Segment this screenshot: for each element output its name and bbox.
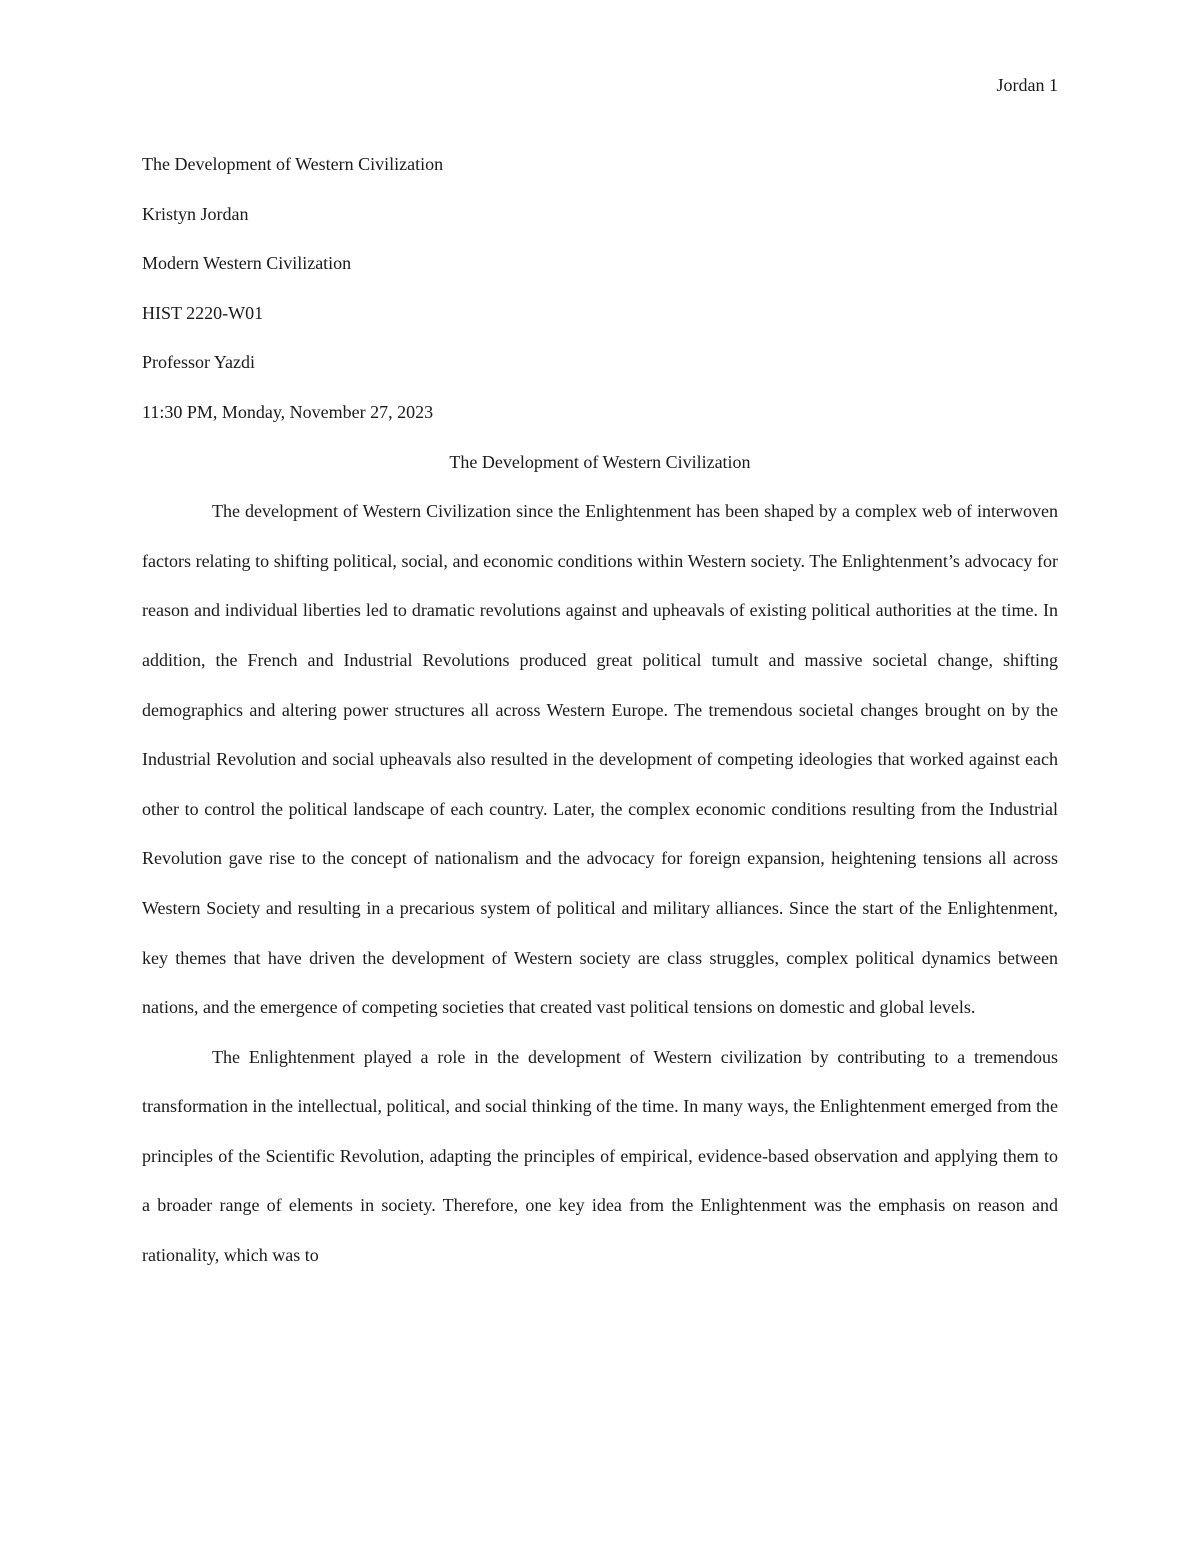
author-name: Kristyn Jordan (142, 203, 249, 224)
document-body (142, 140, 1058, 1281)
running-head: Jordan 1 (996, 75, 1058, 95)
course-name: Modern Western Civilization (142, 253, 352, 274)
essay-title-line: The Development of Western Civilization (142, 154, 444, 174)
page-title: The Development of Western Civilization (449, 451, 751, 472)
paragraph-2: The Enlightenment played a role in the development of Western civilization by contributing to a tremendous transformation in the intellectual, political, and social thinking of the time. In many ways, the Enlightenment emerged from the principles of the Scientific Revolution, adapting the principles of empirical, evidence-based observation and applying them to a broader range of elements in society. Therefore, one key idea from the Enlightenment was the emphasis on reason and rationality, which was to (142, 1046, 1058, 1266)
course-code: HIST 2220-W01 (142, 302, 264, 323)
submission-date: 11:30 PM, Monday, November 27, 2023 (142, 401, 434, 422)
professor-name: Professor Yazdi (142, 352, 256, 373)
paragraph-1: The development of Western Civilization since the Enlightenment has been shaped by a complex web of interwoven factors relating to shifting political, social, and economic conditions within Western society. The Enlightenment’s advocacy for reason and individual liberties led to dramatic revolutions against and upheavals of existing political authorities at the time. In addition, the French and Industrial Revolutions produced great political tumult and massive societal change, shifting demographics and altering power structures all across Western Europe. The tremendous societal changes brought on by the Industrial Revolution and social upheavals also resulted in the development of competing ideologies that worked against each other to control the political landscape of each country. Later, the complex economic conditions resulting from the Industrial Revolution gave rise to the concept of nationalism and the advocacy for foreign expansion, heightening tensions all across Western Society and resulting in a precarious system of political and military alliances. Since the start of the Enlightenment, key themes that have driven the development of Western society are class struggles, complex political dynamics between nations, and the emergence of competing societies that created vast political tensions on domestic and global levels. (142, 501, 1058, 1018)
